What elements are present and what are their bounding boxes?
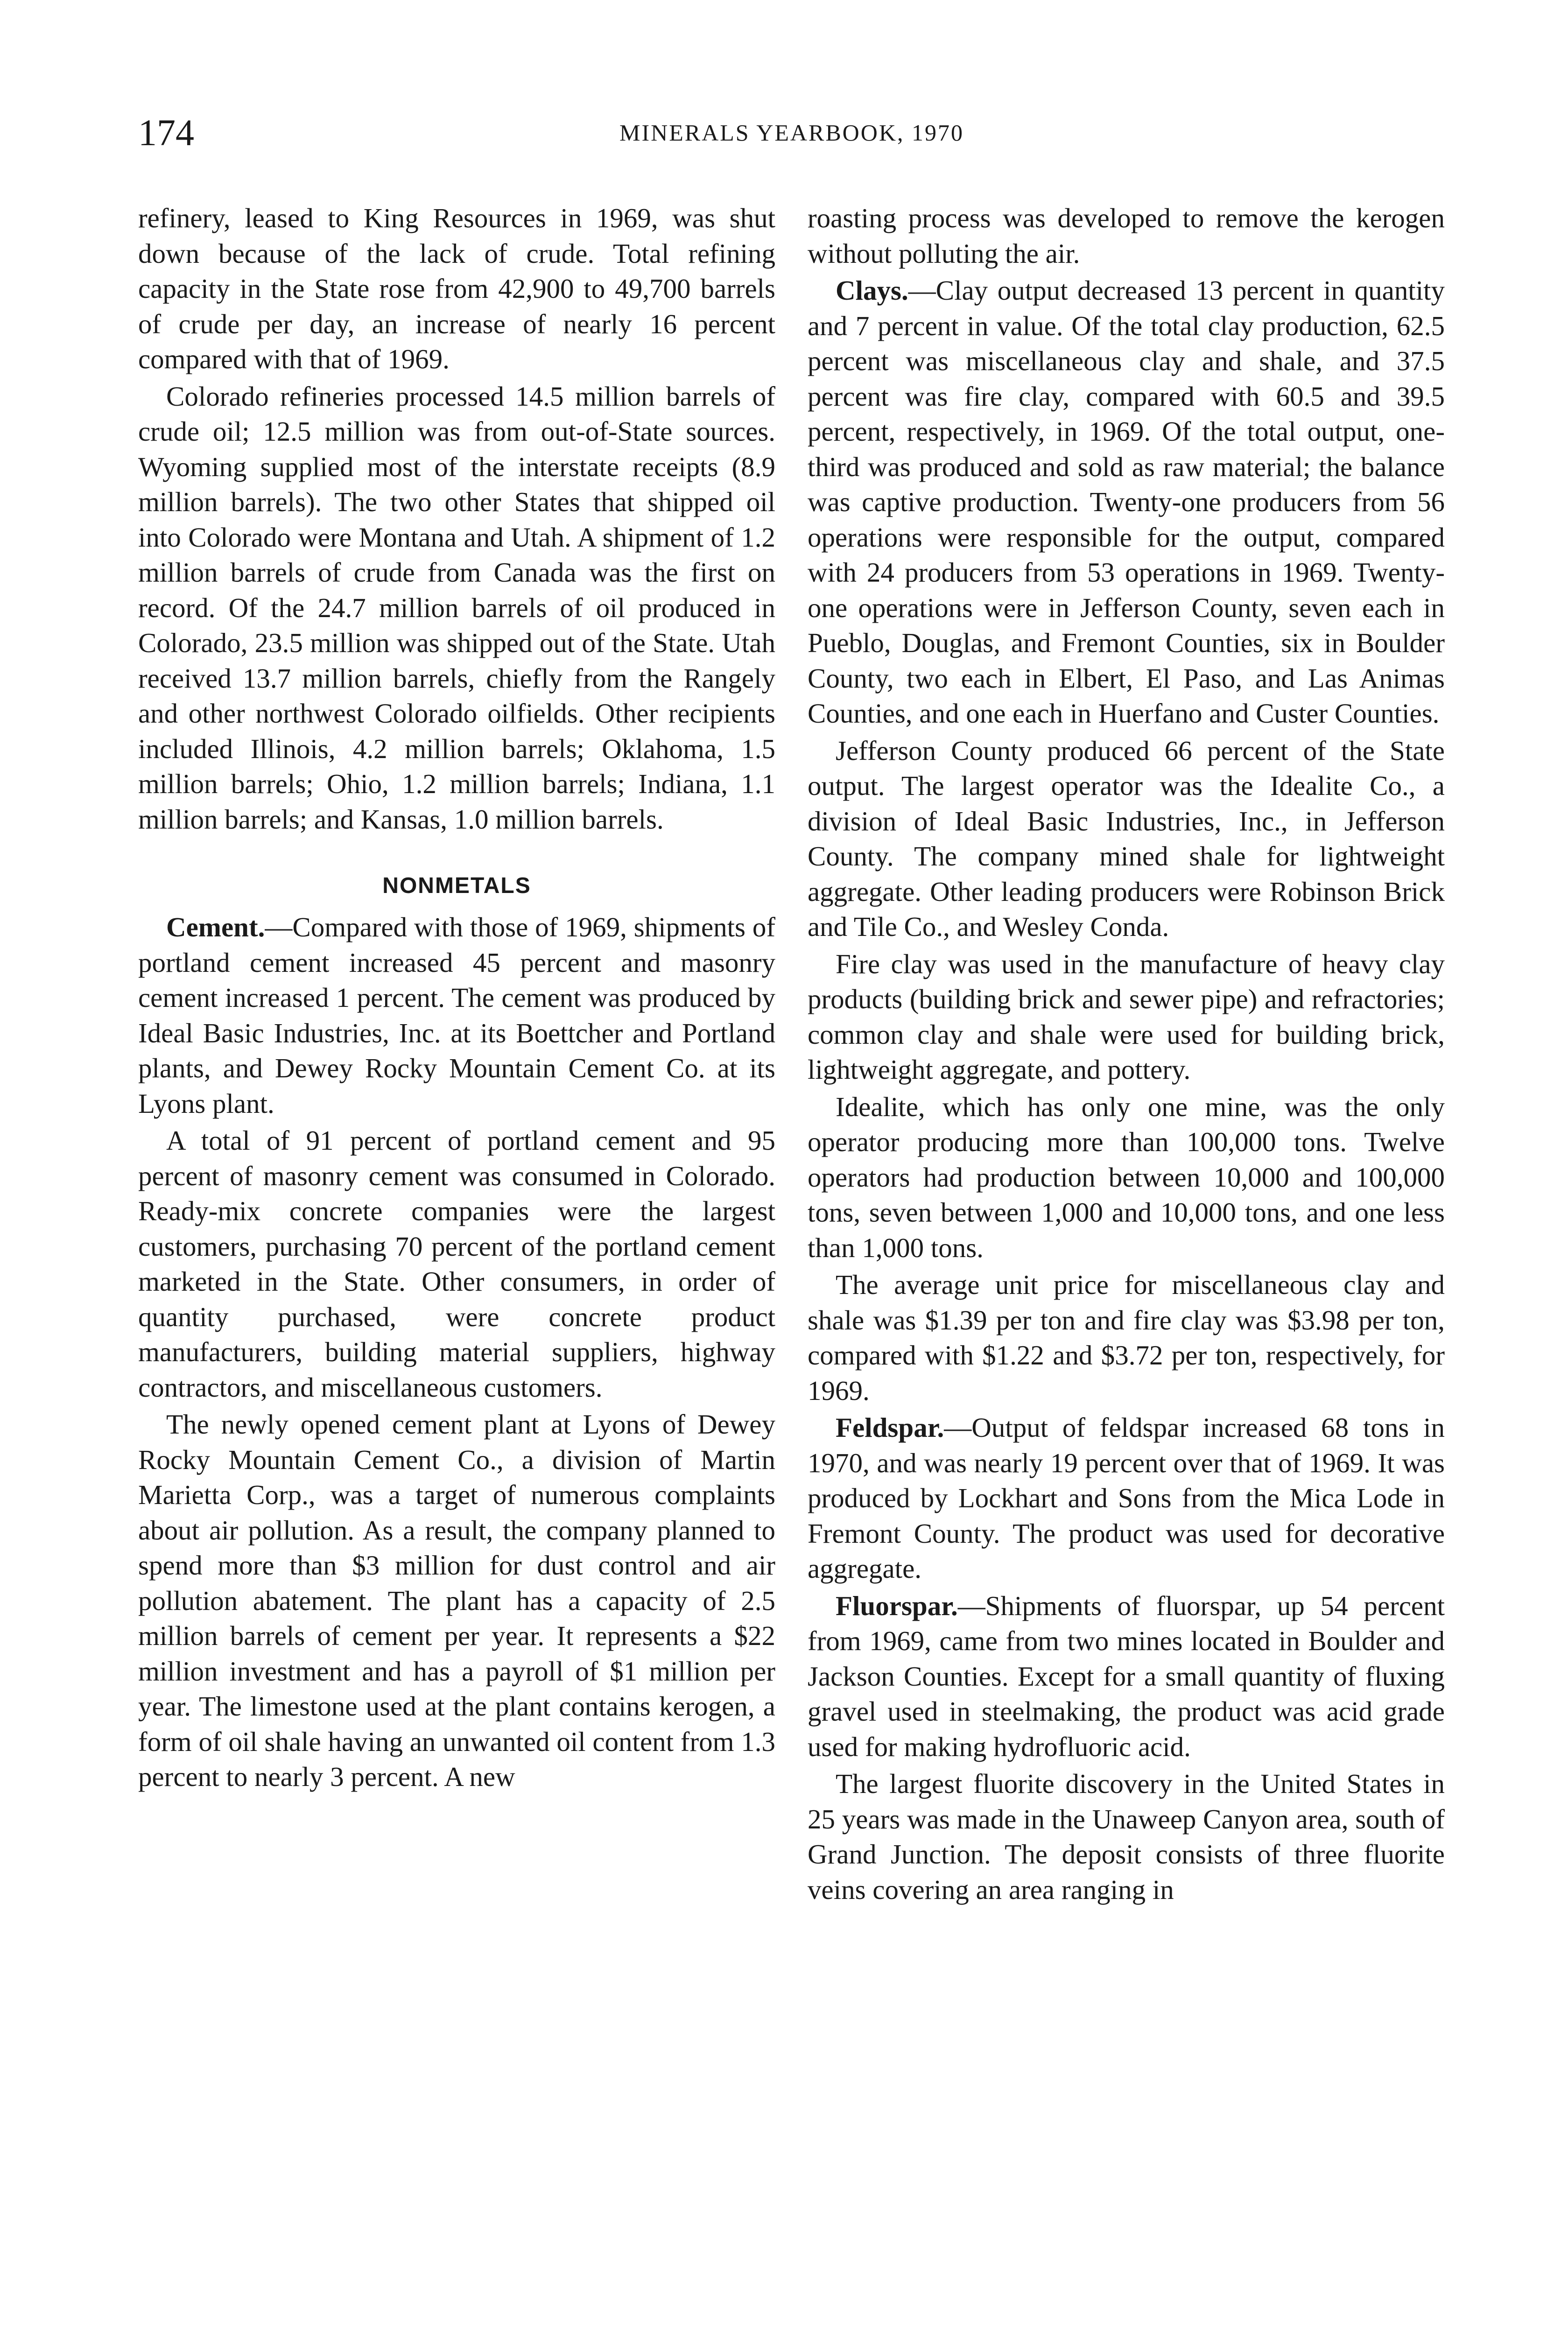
- paragraph-cement-consumption: A total of 91 percent of portland cement and 95 percent of masonry cement was consumed in Colorado. Ready-mix concrete companies were the largest customers, purchasing 70 percent of the portland cement marketed in the State. Other consumers, in order of quantity purchased, were concrete product manufacturers, building material suppliers, highway contractors, and miscellaneous customers.: [138, 1125, 775, 1403]
- paragraph-refinery-continued: refinery, leased to King Resources in 1969, was shut down because of the lack of crude. Total refining capacity in the State rose from 42,900 to 49,700 barrels of crude per day, an increase of nearly 16 percent compared with that of 1969.: [138, 203, 775, 374]
- right-column: [808, 201, 1445, 1909]
- paragraph-cement-shipments: [138, 910, 775, 1121]
- clays-text: —Clay output decreased 13 percent in quantity and 7 percent in value. Of the total clay production, 62.5 percent was miscellaneous clay and shale, and 37.5 percent was fire clay, compared with 60.5 and 39.5 percent, respectively, in 1969. Of the total output, one-third was produced and sold as raw material; the balance was captive production. Twenty-one producers from 56 operations were responsible for the output, compared with 24 producers from 53 operations in 1969. Twenty-one operations were in Jefferson County, seven each in Pueblo, Douglas, and Fremont Counties, six in Boulder County, two each in Elbert, El Paso, and Las Animas Counties, and one each in Huerfano and Custer Counties.: [808, 275, 1445, 729]
- fluorspar-heading: Fluorspar.: [836, 1590, 958, 1621]
- paragraph-lyons-plant: The newly opened cement plant at Lyons of Dewey Rocky Mountain Cement Co., a division of Martin Marietta Corp., was a target of numerous complaints about air pollution. As a result, the company planned to spend more than $3 million for dust control and air pollution abatement. The plant has a capacity of 2.5 million barrels of cement per year. It represents a $22 million investment and has a payroll of $1 million per year. The limestone used at the plant contains kerogen, a form of oil shale having an unwanted oil content from 1.3 percent to nearly 3 percent. A new: [138, 1409, 775, 1792]
- paragraph-idealite: Idealite, which has only one mine, was the only operator producing more than 100,000 tons. Twelve operators had production between 10,000 and 100,000 tons, seven between 1,000 and 10,000 tons, and one less than 1,000 tons.: [808, 1091, 1445, 1263]
- paragraph-clay-prices: The average unit price for miscellaneous clay and shale was $1.39 per ton and fire clay was $3.98 per ton, compared with $1.22 and $3.72 per ton, respectively, for 1969.: [808, 1269, 1445, 1406]
- fluorspar-text: —Shipments of fluorspar, up 54 percent from 1969, came from two mines located in Boulder and Jackson Counties. Except for a small quantity of fluxing gravel used in steelmaking, the product was acid grade used for making hydrofluoric acid.: [808, 1590, 1445, 1762]
- paragraph-fluorspar-shipments: [808, 1589, 1445, 1765]
- cement-text: —Compared with those of 1969, shipments of portland cement increased 45 percent and masonry cement increased 1 percent. The cement was produced by Ideal Basic Industries, Inc. at its Boettcher and Portland plants, and Dewey Rocky Mountain Cement Co. at its Lyons plant.: [138, 912, 775, 1119]
- paragraph-roasting-process: roasting process was developed to remove the kerogen without polluting the air.: [808, 203, 1445, 269]
- feldspar-heading: Feldspar.: [836, 1412, 944, 1443]
- section-heading-nonmetals: NONMETALS: [382, 873, 531, 898]
- paragraph-colorado-refineries: Colorado refineries processed 14.5 million barrels of crude oil; 12.5 million was from out-of-State sources. Wyoming supplied most of the interstate receipts (8.9 million barrels). The two other States that shipped oil into Colorado were Montana and Utah. A shipment of 1.2 million barrels of crude from Canada was the first on record. Of the 24.7 million barrels of oil produced in Colorado, 23.5 million was shipped out of the State. Utah received 13.7 million barrels, chiefly from the Rangely and other northwest Colorado oilfields. Other recipients included Illinois, 4.2 million barrels; Oklahoma, 1.5 million barrels; Ohio, 1.2 million barrels; Indiana, 1.1 million barrels; and Kansas, 1.0 million barrels.: [138, 380, 775, 835]
- paragraph-fluorite-discovery: The largest fluorite discovery in the United States in 25 years was made in the Unaweep Canyon area, south of Grand Junction. The deposit consists of three fluorite veins covering an area ranging in: [808, 1768, 1445, 1905]
- page-number: 174: [138, 112, 194, 154]
- paragraph-fire-clay-uses: Fire clay was used in the manufacture of heavy clay products (building brick and sewer pipe) and refractories; common clay and shale were used for building brick, lightweight aggregate, and pottery.: [808, 948, 1445, 1085]
- clays-heading: Clays.: [836, 275, 908, 306]
- paragraph-feldspar: [808, 1410, 1445, 1587]
- feldspar-text: —Output of feldspar increased 68 tons in 1970, and was nearly 19 percent over that of 1969. It was produced by Lockhart and Sons from the Mica Lode in Fremont County. The product was used for decorative aggregate.: [808, 1412, 1445, 1584]
- running-title: MINERALS YEARBOOK, 1970: [619, 120, 964, 146]
- cement-heading: Cement.: [166, 912, 265, 942]
- paragraph-jefferson-county: Jefferson County produced 66 percent of the State output. The largest operator was the Idealite Co., a division of Ideal Basic Industries, Inc., in Jefferson County. The company mined shale for lightweight aggregate. Other leading producers were Robinson Brick and Tile Co., and Wesley Conda.: [808, 735, 1445, 942]
- paragraph-clays-output: [808, 273, 1445, 731]
- page-header: [138, 107, 1445, 168]
- left-column: [138, 201, 775, 1797]
